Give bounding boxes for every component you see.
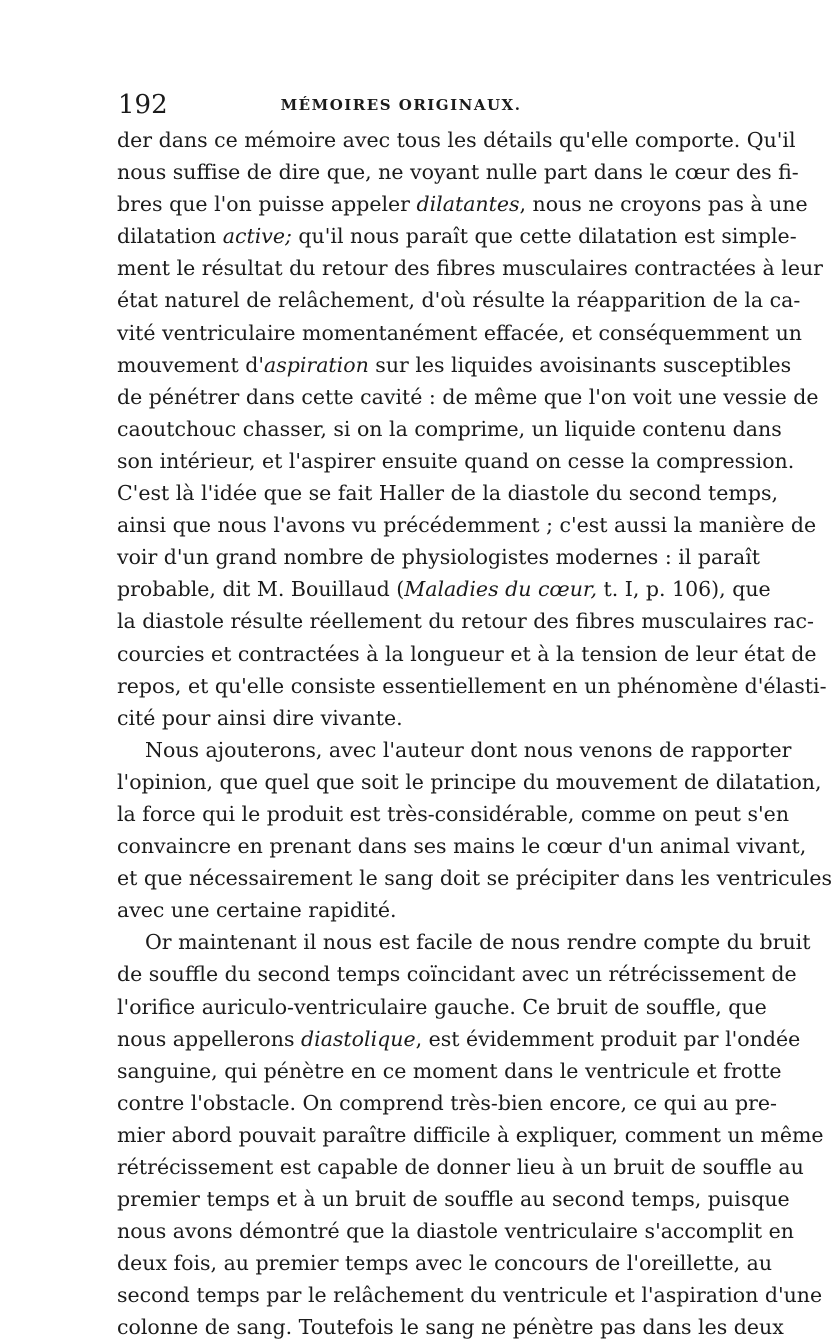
text-segment: avec une certaine rapidité. — [117, 898, 397, 923]
text-line — [117, 638, 817, 670]
text-line — [117, 509, 817, 541]
text-line — [117, 894, 683, 926]
text-line — [117, 1247, 773, 1279]
italic-text: dilatantes — [416, 192, 520, 217]
text-segment: la force qui le produit est très-considérable, comme on peut s'en — [117, 801, 790, 826]
text-segment: la diastole résulte réellement du retour des fibres musculaires rac- — [117, 609, 814, 634]
text-segment: , est évidemment produit par l'ondée — [415, 1026, 801, 1051]
text-line — [117, 349, 792, 381]
text-line — [117, 926, 811, 958]
text-segment: état naturel de relâchement, d'où résulte la réapparition de la ca- — [117, 288, 801, 313]
text-segment: nous appellerons — [117, 1026, 302, 1051]
text-segment: caoutchouc chasser, si on la comprime, un liquide contenu dans — [117, 416, 782, 441]
text-segment: courcies et contractées à la longueur et à la tension de leur état de — [117, 641, 817, 666]
text-line — [117, 573, 771, 605]
text-segment: second temps par le relâchement du ventricule et l'aspiration d'une — [117, 1283, 823, 1308]
text-line — [117, 252, 823, 284]
text-line — [117, 958, 797, 990]
text-line — [117, 1119, 824, 1151]
text-line — [117, 284, 801, 316]
text-line — [117, 1151, 804, 1183]
italic-text: aspiration — [263, 352, 369, 377]
text-segment: repos, et qu'elle consiste essentiellement en un phénomène d'élasti- — [117, 673, 827, 698]
text-segment: de souffle du second temps coïncidant avec un rétrécissement de — [117, 962, 797, 987]
text-line — [117, 670, 827, 702]
text-segment: l'opinion, que quel que soit le principe du mouvement de dilatation, — [117, 769, 822, 794]
text-segment: vité ventriculaire momentanément effacée, et conséquemment un — [117, 320, 802, 345]
text-line — [117, 1311, 784, 1343]
text-segment: cité pour ainsi dire vivante. — [117, 705, 403, 730]
text-line — [117, 317, 802, 349]
text-line — [117, 1279, 823, 1311]
text-segment: , nous ne croyons pas à une — [519, 192, 808, 217]
text-line — [117, 991, 767, 1023]
text-segment: de pénétrer dans cette cavité : de même que l'on voit une vessie de — [117, 384, 819, 409]
text-segment: deux fois, au premier temps avec le concours de l'oreillette, au — [117, 1251, 773, 1276]
text-line — [117, 541, 761, 573]
text-line — [117, 413, 782, 445]
text-segment: convaincre en prenant dans ses mains le cœur d'un animal vivant, — [117, 834, 807, 859]
italic-text: diastolique — [301, 1026, 416, 1051]
text-segment: et que nécessairement le sang doit se précipiter dans les ventricules — [117, 866, 832, 891]
text-segment: Nous ajouterons, avec l'auteur dont nous venons de rapporter — [145, 737, 792, 762]
text-segment: t. I, p. 106), que — [596, 577, 771, 602]
text-segment: bres que l'on puisse appeler — [117, 192, 417, 217]
italic-text: Maladies du cœur, — [404, 577, 597, 602]
text-segment: sur les liquides avoisinants susceptibles — [368, 352, 792, 377]
text-segment: premier temps et à un bruit de souffle au second temps, puisque — [117, 1187, 790, 1212]
italic-text: active; — [222, 224, 292, 249]
text-line — [117, 477, 778, 509]
text-segment: dilatation — [117, 224, 223, 249]
text-line — [117, 605, 814, 637]
text-segment: der dans ce mémoire avec tous les détails qu'elle comporte. Qu'il — [117, 128, 796, 152]
running-title: MÉMOIRES ORIGINAUX. — [280, 96, 522, 114]
text-line — [117, 220, 797, 252]
text-segment: nous avons démontré que la diastole ventriculaire s'accomplit en — [117, 1219, 794, 1244]
text-line — [117, 124, 796, 156]
text-line — [117, 1023, 801, 1055]
text-segment: colonne de sang. Toutefois le sang ne pénètre pas dans les deux — [117, 1315, 784, 1340]
page-number: 192 — [118, 90, 168, 120]
body-text — [117, 124, 832, 1344]
text-segment: C'est là l'idée que se fait Haller de la diastole du second temps, — [117, 481, 778, 506]
text-segment: sanguine, qui pénètre en ce moment dans le ventricule et frotte — [117, 1058, 782, 1083]
text-segment: l'orifice auriculo-ventriculaire gauche. Ce bruit de souffle, que — [117, 994, 767, 1019]
text-line — [117, 830, 807, 862]
text-segment: ment le résultat du retour des fibres musculaires contractées à leur — [117, 256, 823, 281]
text-segment: nous suffise de dire que, ne voyant nulle part dans le cœur des fi- — [117, 160, 799, 185]
text-line — [117, 702, 683, 734]
text-line — [117, 188, 808, 220]
text-line — [117, 1055, 782, 1087]
text-segment: mier abord pouvait paraître difficile à expliquer, comment un même — [117, 1122, 824, 1147]
text-line — [117, 734, 792, 766]
text-line — [117, 798, 790, 830]
text-line — [117, 1183, 790, 1215]
text-line — [117, 381, 819, 413]
text-segment: Or maintenant il nous est facile de nous rendre compte du bruit — [145, 930, 811, 955]
text-segment: probable, dit M. Bouillaud ( — [117, 577, 405, 602]
text-segment: son intérieur, et l'aspirer ensuite quand on cesse la compression. — [117, 448, 795, 473]
text-line — [117, 862, 832, 894]
text-line — [117, 156, 799, 188]
text-line — [117, 1087, 777, 1119]
text-segment: contre l'obstacle. On comprend très-bien encore, ce qui au pre- — [117, 1090, 777, 1115]
text-line — [117, 1215, 794, 1247]
text-segment: ainsi que nous l'avons vu précédemment ; c'est aussi la manière de — [117, 513, 817, 538]
text-segment: voir d'un grand nombre de physiologistes modernes : il paraît — [117, 545, 761, 570]
text-segment: qu'il nous paraît que cette dilatation est simple- — [291, 224, 797, 249]
text-line — [117, 445, 795, 477]
text-segment: mouvement d' — [117, 352, 264, 377]
text-line — [117, 766, 822, 798]
text-segment: rétrécissement est capable de donner lieu à un bruit de souffle au — [117, 1155, 804, 1179]
running-head — [116, 88, 686, 122]
